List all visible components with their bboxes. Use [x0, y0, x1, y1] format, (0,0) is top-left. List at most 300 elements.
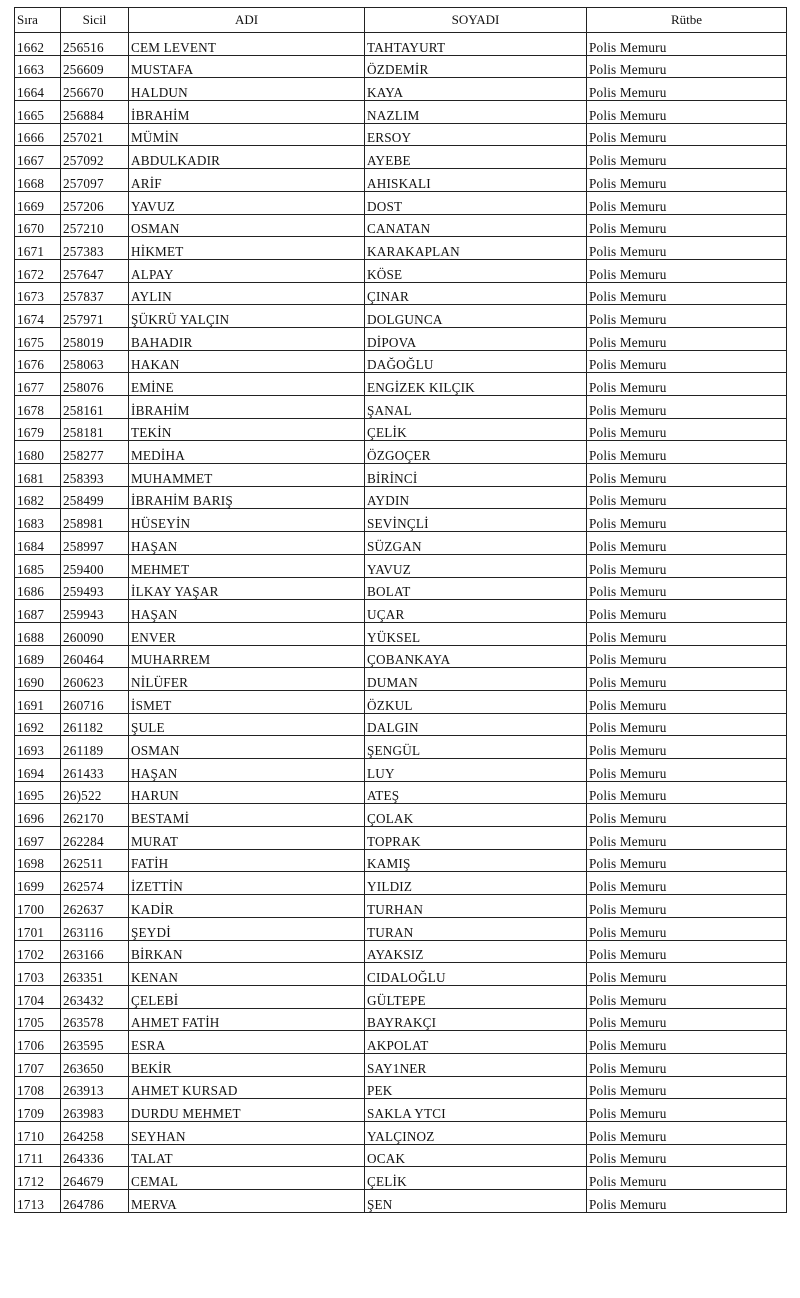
table-row — [15, 804, 787, 827]
table-row — [15, 759, 787, 782]
cell-sira: 1670 — [15, 214, 61, 237]
cell-soyadi: ATEŞ — [365, 781, 587, 804]
cell-sira: 1712 — [15, 1167, 61, 1190]
cell-sicil: 264786 — [61, 1190, 129, 1213]
cell-sicil: 263595 — [61, 1031, 129, 1054]
cell-rutbe: Polis Memuru — [587, 532, 787, 555]
cell-sicil: 262284 — [61, 827, 129, 850]
table-row — [15, 622, 787, 645]
cell-adi: HİKMET — [129, 237, 365, 260]
cell-sira: 1697 — [15, 827, 61, 850]
cell-sira: 1713 — [15, 1190, 61, 1213]
table-row — [15, 78, 787, 101]
table-row — [15, 781, 787, 804]
cell-adi: MUHAMMET — [129, 464, 365, 487]
cell-soyadi: ERSOY — [365, 123, 587, 146]
cell-soyadi: NAZLIM — [365, 101, 587, 124]
table-row — [15, 282, 787, 305]
cell-soyadi: DİPOVA — [365, 327, 587, 350]
cell-rutbe: Polis Memuru — [587, 305, 787, 328]
cell-sicil: 258981 — [61, 509, 129, 532]
cell-adi: HAŞAN — [129, 759, 365, 782]
cell-soyadi: CIDALOĞLU — [365, 963, 587, 986]
cell-soyadi: DOST — [365, 191, 587, 214]
cell-rutbe: Polis Memuru — [587, 759, 787, 782]
table-row — [15, 214, 787, 237]
cell-sira: 1700 — [15, 895, 61, 918]
cell-sicil: 258393 — [61, 464, 129, 487]
cell-adi: MUHARREM — [129, 645, 365, 668]
cell-rutbe: Polis Memuru — [587, 464, 787, 487]
cell-sicil: 256516 — [61, 33, 129, 56]
table-row — [15, 418, 787, 441]
cell-soyadi: PEK — [365, 1076, 587, 1099]
cell-sira: 1680 — [15, 441, 61, 464]
cell-sicil: 258997 — [61, 532, 129, 555]
cell-sira: 1667 — [15, 146, 61, 169]
cell-adi: HAKAN — [129, 350, 365, 373]
cell-rutbe: Polis Memuru — [587, 327, 787, 350]
cell-soyadi: KAMIŞ — [365, 849, 587, 872]
cell-soyadi: ŞANAL — [365, 396, 587, 419]
header-sicil: Sicil — [61, 8, 129, 33]
cell-soyadi: AHISKALI — [365, 169, 587, 192]
cell-sira: 1690 — [15, 668, 61, 691]
cell-adi: SEYHAN — [129, 1122, 365, 1145]
cell-sicil: 258019 — [61, 327, 129, 350]
cell-rutbe: Polis Memuru — [587, 622, 787, 645]
cell-sira: 1669 — [15, 191, 61, 214]
table-row — [15, 577, 787, 600]
cell-sira: 1686 — [15, 577, 61, 600]
cell-rutbe: Polis Memuru — [587, 282, 787, 305]
cell-rutbe: Polis Memuru — [587, 895, 787, 918]
cell-sicil: 260716 — [61, 690, 129, 713]
cell-rutbe: Polis Memuru — [587, 259, 787, 282]
table-row — [15, 101, 787, 124]
cell-sira: 1681 — [15, 464, 61, 487]
cell-rutbe: Polis Memuru — [587, 781, 787, 804]
cell-rutbe: Polis Memuru — [587, 1099, 787, 1122]
table-row — [15, 191, 787, 214]
cell-sira: 1711 — [15, 1144, 61, 1167]
table-row — [15, 486, 787, 509]
cell-sira: 1689 — [15, 645, 61, 668]
cell-sicil: 261189 — [61, 736, 129, 759]
cell-sira: 1664 — [15, 78, 61, 101]
cell-soyadi: TURHAN — [365, 895, 587, 918]
cell-adi: ŞULE — [129, 713, 365, 736]
table-row — [15, 441, 787, 464]
cell-sira: 1703 — [15, 963, 61, 986]
table-row — [15, 600, 787, 623]
cell-soyadi: SÜZGAN — [365, 532, 587, 555]
cell-sira: 1695 — [15, 781, 61, 804]
cell-sicil: 256884 — [61, 101, 129, 124]
cell-adi: MÜMİN — [129, 123, 365, 146]
cell-adi: İLKAY YAŞAR — [129, 577, 365, 600]
cell-soyadi: TURAN — [365, 917, 587, 940]
cell-soyadi: ÇELİK — [365, 418, 587, 441]
cell-sira: 1693 — [15, 736, 61, 759]
cell-sicil: 258181 — [61, 418, 129, 441]
table-row — [15, 33, 787, 56]
cell-adi: İBRAHİM — [129, 101, 365, 124]
cell-soyadi: BİRİNCİ — [365, 464, 587, 487]
table-row — [15, 917, 787, 940]
cell-adi: NİLÜFER — [129, 668, 365, 691]
cell-adi: HÜSEYİN — [129, 509, 365, 532]
table-row — [15, 532, 787, 555]
cell-sicil: 260464 — [61, 645, 129, 668]
cell-soyadi: GÜLTEPE — [365, 985, 587, 1008]
cell-sira: 1709 — [15, 1099, 61, 1122]
table-row — [15, 327, 787, 350]
cell-soyadi: ÖZGOÇER — [365, 441, 587, 464]
table-row — [15, 1167, 787, 1190]
cell-sicil: 262511 — [61, 849, 129, 872]
table-row — [15, 123, 787, 146]
cell-sira: 1706 — [15, 1031, 61, 1054]
cell-adi: KENAN — [129, 963, 365, 986]
cell-adi: OSMAN — [129, 736, 365, 759]
table-row — [15, 1190, 787, 1213]
cell-rutbe: Polis Memuru — [587, 985, 787, 1008]
cell-sira: 1675 — [15, 327, 61, 350]
table-row — [15, 1122, 787, 1145]
cell-soyadi: ÇOBANKAYA — [365, 645, 587, 668]
cell-adi: MUSTAFA — [129, 55, 365, 78]
cell-soyadi: DAĞOĞLU — [365, 350, 587, 373]
table-row — [15, 940, 787, 963]
cell-soyadi: ENGİZEK KILÇIK — [365, 373, 587, 396]
cell-soyadi: OCAK — [365, 1144, 587, 1167]
cell-adi: BİRKAN — [129, 940, 365, 963]
cell-soyadi: AKPOLAT — [365, 1031, 587, 1054]
cell-sicil: 262574 — [61, 872, 129, 895]
cell-sira: 1672 — [15, 259, 61, 282]
table-row — [15, 895, 787, 918]
table-row — [15, 509, 787, 532]
cell-sira: 1673 — [15, 282, 61, 305]
cell-soyadi: YÜKSEL — [365, 622, 587, 645]
cell-sira: 1694 — [15, 759, 61, 782]
cell-adi: MEDİHA — [129, 441, 365, 464]
cell-rutbe: Polis Memuru — [587, 55, 787, 78]
cell-soyadi: TOPRAK — [365, 827, 587, 850]
table-row — [15, 985, 787, 1008]
cell-adi: İZETTİN — [129, 872, 365, 895]
cell-sicil: 257383 — [61, 237, 129, 260]
header-row — [15, 8, 787, 33]
cell-soyadi: KARAKAPLAN — [365, 237, 587, 260]
cell-rutbe: Polis Memuru — [587, 78, 787, 101]
cell-sira: 1702 — [15, 940, 61, 963]
cell-soyadi: SAY1NER — [365, 1053, 587, 1076]
cell-adi: TEKİN — [129, 418, 365, 441]
cell-adi: MURAT — [129, 827, 365, 850]
cell-rutbe: Polis Memuru — [587, 101, 787, 124]
cell-adi: HALDUN — [129, 78, 365, 101]
header-sira: Sıra — [15, 8, 61, 33]
cell-rutbe: Polis Memuru — [587, 169, 787, 192]
cell-adi: HAŞAN — [129, 532, 365, 555]
cell-adi: ÇELEBİ — [129, 985, 365, 1008]
cell-sicil: 257971 — [61, 305, 129, 328]
cell-rutbe: Polis Memuru — [587, 1076, 787, 1099]
cell-soyadi: SAKLA YTCI — [365, 1099, 587, 1122]
table-row — [15, 396, 787, 419]
cell-sicil: 257097 — [61, 169, 129, 192]
cell-soyadi: YILDIZ — [365, 872, 587, 895]
cell-sicil: 258277 — [61, 441, 129, 464]
table-row — [15, 690, 787, 713]
cell-sicil: 257021 — [61, 123, 129, 146]
table-row — [15, 146, 787, 169]
cell-rutbe: Polis Memuru — [587, 214, 787, 237]
cell-sicil: 258161 — [61, 396, 129, 419]
cell-adi: BEKİR — [129, 1053, 365, 1076]
personnel-table — [14, 7, 787, 1213]
cell-adi: BESTAMİ — [129, 804, 365, 827]
cell-sira: 1698 — [15, 849, 61, 872]
cell-rutbe: Polis Memuru — [587, 713, 787, 736]
cell-soyadi: UÇAR — [365, 600, 587, 623]
cell-adi: İBRAHİM BARIŞ — [129, 486, 365, 509]
cell-sicil: 263650 — [61, 1053, 129, 1076]
cell-rutbe: Polis Memuru — [587, 509, 787, 532]
cell-soyadi: ÇELİK — [365, 1167, 587, 1190]
cell-sicil: 263432 — [61, 985, 129, 1008]
cell-adi: İBRAHİM — [129, 396, 365, 419]
cell-adi: HARUN — [129, 781, 365, 804]
cell-sicil: 259943 — [61, 600, 129, 623]
cell-sira: 1705 — [15, 1008, 61, 1031]
table-row — [15, 169, 787, 192]
cell-soyadi: DOLGUNCA — [365, 305, 587, 328]
cell-sicil: 264336 — [61, 1144, 129, 1167]
table-row — [15, 1053, 787, 1076]
cell-sira: 1677 — [15, 373, 61, 396]
cell-sira: 1663 — [15, 55, 61, 78]
cell-sira: 1676 — [15, 350, 61, 373]
cell-rutbe: Polis Memuru — [587, 486, 787, 509]
cell-sira: 1671 — [15, 237, 61, 260]
cell-soyadi: AYEBE — [365, 146, 587, 169]
cell-sicil: 263913 — [61, 1076, 129, 1099]
cell-sira: 1684 — [15, 532, 61, 555]
cell-soyadi: LUY — [365, 759, 587, 782]
cell-adi: EMİNE — [129, 373, 365, 396]
cell-sira: 1668 — [15, 169, 61, 192]
cell-rutbe: Polis Memuru — [587, 917, 787, 940]
cell-sicil: 257092 — [61, 146, 129, 169]
cell-sicil: 261433 — [61, 759, 129, 782]
cell-adi: CEMAL — [129, 1167, 365, 1190]
cell-sicil: 258076 — [61, 373, 129, 396]
table-row — [15, 1031, 787, 1054]
cell-soyadi: SEVİNÇLİ — [365, 509, 587, 532]
cell-sicil: 264258 — [61, 1122, 129, 1145]
cell-soyadi: ÇOLAK — [365, 804, 587, 827]
table-row — [15, 350, 787, 373]
cell-adi: İSMET — [129, 690, 365, 713]
table-row — [15, 849, 787, 872]
cell-soyadi: ÖZKUL — [365, 690, 587, 713]
cell-rutbe: Polis Memuru — [587, 554, 787, 577]
cell-adi: OSMAN — [129, 214, 365, 237]
cell-adi: ALPAY — [129, 259, 365, 282]
cell-rutbe: Polis Memuru — [587, 690, 787, 713]
cell-sira: 1678 — [15, 396, 61, 419]
table-row — [15, 668, 787, 691]
cell-sira: 1708 — [15, 1076, 61, 1099]
cell-adi: ARİF — [129, 169, 365, 192]
cell-rutbe: Polis Memuru — [587, 577, 787, 600]
cell-soyadi: ÇINAR — [365, 282, 587, 305]
cell-sira: 1682 — [15, 486, 61, 509]
cell-rutbe: Polis Memuru — [587, 1144, 787, 1167]
cell-rutbe: Polis Memuru — [587, 668, 787, 691]
cell-soyadi: YAVUZ — [365, 554, 587, 577]
cell-adi: MEHMET — [129, 554, 365, 577]
cell-rutbe: Polis Memuru — [587, 872, 787, 895]
cell-soyadi: AYDIN — [365, 486, 587, 509]
cell-sicil: 260623 — [61, 668, 129, 691]
cell-soyadi: ŞENGÜL — [365, 736, 587, 759]
cell-rutbe: Polis Memuru — [587, 418, 787, 441]
cell-adi: CEM LEVENT — [129, 33, 365, 56]
cell-soyadi: YALÇINOZ — [365, 1122, 587, 1145]
cell-sira: 1662 — [15, 33, 61, 56]
cell-sicil: 258499 — [61, 486, 129, 509]
cell-rutbe: Polis Memuru — [587, 1031, 787, 1054]
header-rutbe: Rütbe — [587, 8, 787, 33]
cell-rutbe: Polis Memuru — [587, 963, 787, 986]
cell-rutbe: Polis Memuru — [587, 1190, 787, 1213]
cell-rutbe: Polis Memuru — [587, 350, 787, 373]
cell-sira: 1688 — [15, 622, 61, 645]
cell-rutbe: Polis Memuru — [587, 123, 787, 146]
cell-rutbe: Polis Memuru — [587, 600, 787, 623]
cell-sicil: 26)522 — [61, 781, 129, 804]
table-row — [15, 464, 787, 487]
cell-adi: AHMET FATİH — [129, 1008, 365, 1031]
cell-rutbe: Polis Memuru — [587, 849, 787, 872]
cell-sicil: 256609 — [61, 55, 129, 78]
cell-sira: 1674 — [15, 305, 61, 328]
cell-rutbe: Polis Memuru — [587, 645, 787, 668]
table-row — [15, 1076, 787, 1099]
cell-rutbe: Polis Memuru — [587, 441, 787, 464]
cell-sira: 1691 — [15, 690, 61, 713]
cell-sira: 1707 — [15, 1053, 61, 1076]
cell-sicil: 259493 — [61, 577, 129, 600]
cell-sicil: 260090 — [61, 622, 129, 645]
cell-sicil: 259400 — [61, 554, 129, 577]
table-row — [15, 554, 787, 577]
cell-rutbe: Polis Memuru — [587, 191, 787, 214]
table-row — [15, 1099, 787, 1122]
cell-rutbe: Polis Memuru — [587, 1122, 787, 1145]
cell-sicil: 263578 — [61, 1008, 129, 1031]
table-row — [15, 305, 787, 328]
cell-soyadi: AYAKSIZ — [365, 940, 587, 963]
cell-sira: 1666 — [15, 123, 61, 146]
cell-sira: 1683 — [15, 509, 61, 532]
table-row — [15, 736, 787, 759]
cell-adi: KADİR — [129, 895, 365, 918]
cell-sicil: 264679 — [61, 1167, 129, 1190]
cell-soyadi: ŞEN — [365, 1190, 587, 1213]
cell-soyadi: BAYRAKÇI — [365, 1008, 587, 1031]
table-row — [15, 827, 787, 850]
cell-adi: ESRA — [129, 1031, 365, 1054]
cell-soyadi: BOLAT — [365, 577, 587, 600]
cell-adi: AYLIN — [129, 282, 365, 305]
table-row — [15, 645, 787, 668]
cell-sicil: 257206 — [61, 191, 129, 214]
cell-rutbe: Polis Memuru — [587, 1167, 787, 1190]
table-row — [15, 872, 787, 895]
table-row — [15, 237, 787, 260]
cell-adi: AHMET KURSAD — [129, 1076, 365, 1099]
table-row — [15, 713, 787, 736]
table-row — [15, 1008, 787, 1031]
cell-soyadi: ÖZDEMİR — [365, 55, 587, 78]
cell-sicil: 261182 — [61, 713, 129, 736]
cell-rutbe: Polis Memuru — [587, 1053, 787, 1076]
cell-adi: ŞEYDİ — [129, 917, 365, 940]
cell-sicil: 263116 — [61, 917, 129, 940]
cell-adi: YAVUZ — [129, 191, 365, 214]
cell-adi: FATİH — [129, 849, 365, 872]
cell-rutbe: Polis Memuru — [587, 940, 787, 963]
cell-sicil: 262170 — [61, 804, 129, 827]
cell-soyadi: CANATAN — [365, 214, 587, 237]
cell-sira: 1710 — [15, 1122, 61, 1145]
header-soyadi: SOYADI — [365, 8, 587, 33]
cell-sicil: 263983 — [61, 1099, 129, 1122]
table-row — [15, 1144, 787, 1167]
cell-adi: ŞÜKRÜ YALÇIN — [129, 305, 365, 328]
cell-rutbe: Polis Memuru — [587, 33, 787, 56]
cell-sira: 1679 — [15, 418, 61, 441]
cell-sira: 1665 — [15, 101, 61, 124]
table-row — [15, 55, 787, 78]
cell-adi: BAHADIR — [129, 327, 365, 350]
cell-rutbe: Polis Memuru — [587, 804, 787, 827]
cell-sicil: 263351 — [61, 963, 129, 986]
cell-rutbe: Polis Memuru — [587, 237, 787, 260]
cell-soyadi: KÖSE — [365, 259, 587, 282]
cell-sira: 1704 — [15, 985, 61, 1008]
cell-adi: TALAT — [129, 1144, 365, 1167]
cell-sicil: 257837 — [61, 282, 129, 305]
cell-sicil: 258063 — [61, 350, 129, 373]
cell-adi: ENVER — [129, 622, 365, 645]
cell-sira: 1692 — [15, 713, 61, 736]
cell-sicil: 257647 — [61, 259, 129, 282]
table-row — [15, 963, 787, 986]
cell-soyadi: DALGIN — [365, 713, 587, 736]
cell-soyadi: TAHTAYURT — [365, 33, 587, 56]
cell-rutbe: Polis Memuru — [587, 827, 787, 850]
cell-sicil: 257210 — [61, 214, 129, 237]
cell-rutbe: Polis Memuru — [587, 373, 787, 396]
header-adi: ADI — [129, 8, 365, 33]
cell-sicil: 256670 — [61, 78, 129, 101]
